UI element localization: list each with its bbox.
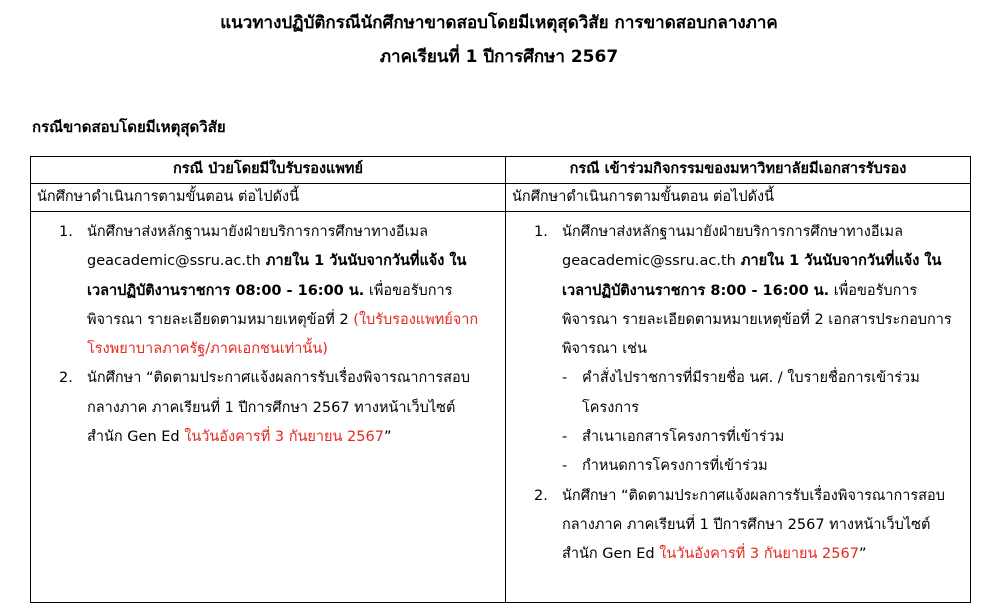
steps-row [31, 212, 971, 603]
document-list [506, 364, 970, 481]
deadline-text: ภายใน 1 วันนับจากวันที่แจ้ง ในเวลาปฏิบัติงานราชการ 8:00 - 16:00 น. [562, 253, 942, 299]
procedure-table [30, 156, 971, 603]
intro-activity: นักศึกษาดำเนินการตามขั้นตอน ต่อไปดังนี้ [506, 184, 971, 212]
steps-list-activity-2 [506, 482, 970, 570]
deadline-text: ภายใน 1 วันนับจากวันที่แจ้ง ในเวลาปฏิบัติงานราชการ 08:00 - 16:00 น. [87, 253, 467, 299]
medical-note: (ใบรับรองแพทย์จากโรงพยาบาลภาครัฐ/ภาคเอกชนเท่านั้น) [87, 311, 479, 358]
list-item: - คำสั่งไปราชการที่มีรายชื่อ นศ. / ใบรายชื่อการเข้าร่วมโครงการ [562, 370, 920, 416]
list-item: 2. นักศึกษา “ติดตามประกาศแจ้งผลการรับเรื่องพิจารณาการสอบกลางภาค ภาคเรียนที่ 1 ปีการศึกษา 2567 ทางหน้าเว็บไซต์สำนัก Gen Ed ในวันอังคารที่ 3 กันยายน 2567” [534, 487, 945, 563]
email-text: geacademic@ssru.ac.th [562, 253, 736, 270]
document-title: แนวทางปฏิบัติกรณีนักศึกษาขาดสอบโดยมีเหตุสุดวิสัย การขาดสอบกลางภาค [220, 13, 778, 33]
announcement-date: ในวันอังคารที่ 3 กันยายน 2567 [659, 546, 859, 563]
document-subtitle: ภาคเรียนที่ 1 ปีการศึกษา 2567 [379, 47, 619, 67]
steps-list-medical [31, 218, 505, 452]
list-item: 1. นักศึกษาส่งหลักฐานมายังฝ่ายบริการการศึกษาทางอีเมล geacademic@ssru.ac.th ภายใน 1 วันนับจากวันที่แจ้ง ในเวลาปฏิบัติงานราชการ 08:00 - 16:00 น. เพื่อขอรับการพิจารณา รายละเอียดตามหมายเหตุข้อที่ 2 (ใบรับรองแพทย์จากโรงพยาบาลภาครัฐ/ภาคเอกชนเท่านั้น) [59, 224, 479, 358]
steps-activity [506, 212, 971, 603]
section-heading: กรณีขาดสอบโดยมีเหตุสุดวิสัย [32, 118, 226, 136]
email-text: geacademic@ssru.ac.th [87, 253, 261, 270]
intro-medical: นักศึกษาดำเนินการตามขั้นตอน ต่อไปดังนี้ [31, 184, 506, 212]
steps-medical [31, 212, 506, 603]
intro-row [31, 184, 971, 212]
column-header-medical: กรณี ป่วยโดยมีใบรับรองแพทย์ [31, 157, 506, 184]
steps-list-activity [506, 218, 970, 364]
list-item: - กำหนดการโครงการที่เข้าร่วม [562, 458, 768, 475]
table-header-row [31, 157, 971, 184]
list-item: 1. นักศึกษาส่งหลักฐานมายังฝ่ายบริการการศึกษาทางอีเมล geacademic@ssru.ac.th ภายใน 1 วันนับจากวันที่แจ้ง ในเวลาปฏิบัติงานราชการ 8:00 - 16:00 น. เพื่อขอรับการพิจารณา รายละเอียดตามหมายเหตุข้อที่ 2 เอกสารประกอบการพิจารณา เช่น [534, 224, 952, 358]
column-header-activity: กรณี เข้าร่วมกิจกรรมของมหาวิทยาลัยมีเอกสารรับรอง [506, 157, 971, 184]
list-item: 2. นักศึกษา “ติดตามประกาศแจ้งผลการรับเรื่องพิจารณาการสอบกลางภาค ภาคเรียนที่ 1 ปีการศึกษา 2567 ทางหน้าเว็บไซต์สำนัก Gen Ed ในวันอังคารที่ 3 กันยายน 2567” [59, 370, 470, 446]
list-item: - สำเนาเอกสารโครงการที่เข้าร่วม [562, 429, 785, 446]
announcement-date: ในวันอังคารที่ 3 กันยายน 2567 [184, 429, 384, 446]
